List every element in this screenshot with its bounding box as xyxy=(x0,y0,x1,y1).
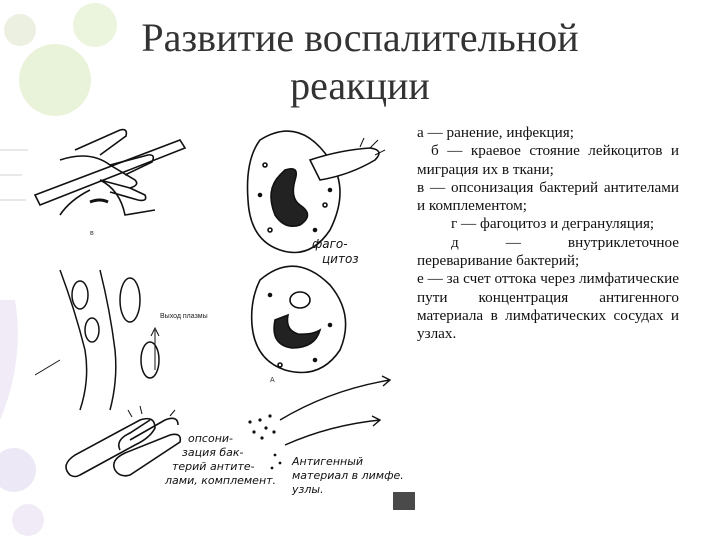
inflammation-illustration xyxy=(30,120,410,520)
opsonization-label-2: зация бак- xyxy=(182,446,244,459)
legend-item-b: б — краевое стояние лейкоцитов и миграция их в ткани; xyxy=(417,142,679,178)
antigen-label-3: узлы. xyxy=(292,483,324,496)
opsonization-label-1: опсони- xyxy=(188,432,234,445)
phagocytosis-label-1: фаго- xyxy=(312,237,348,251)
lymph-arrows xyxy=(280,376,390,445)
phagocyte-cell-middle xyxy=(252,266,346,372)
legend-item-a: а — ранение, инфекция; xyxy=(417,124,574,141)
opsonized-bacteria-drawing xyxy=(66,406,180,477)
figure-small-label-a: А xyxy=(270,377,275,384)
leukocyte-migration-drawing xyxy=(35,270,159,410)
legend-item-v: в — опсонизация бактерий антителами и комплементом; xyxy=(417,178,679,215)
slide-title: Развитие воспалительной реакции xyxy=(141,15,579,108)
legend-text xyxy=(417,124,679,344)
slide-corner-block xyxy=(393,492,415,510)
antigen-label-2: материал в лимфе. xyxy=(292,469,404,482)
figure-small-label: в xyxy=(90,230,94,237)
phagocyte-cell-top xyxy=(248,131,386,252)
plasma-exit-label: Выход плазмы xyxy=(160,313,208,320)
opsonization-label-3: терий антите- xyxy=(172,460,255,473)
antigen-label-1: Антигенный xyxy=(292,455,364,468)
legend-item-g: г — фагоцитоз и дегрануляция; xyxy=(451,215,655,233)
opsonization-label-4: лами, комплемент. xyxy=(165,474,277,487)
phagocytosis-label-2: цитоз xyxy=(322,252,359,266)
hand-wound-drawing xyxy=(35,130,185,215)
legend-item-d: д — внутриклеточное переваривание бактерий; xyxy=(417,233,679,270)
legend-item-e: е — за счет оттока через лимфатические пути концентрация антигенного материала в лимфатических сосудах и узлах. xyxy=(417,270,679,343)
